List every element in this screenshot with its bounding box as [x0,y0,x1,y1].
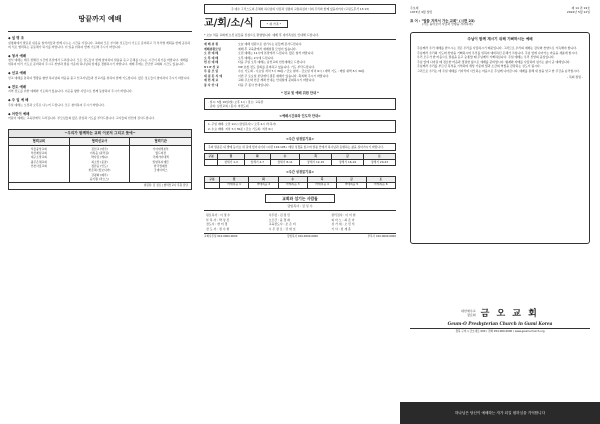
board-col-c [130,146,191,183]
schedule-box [204,120,396,132]
news-key: V I P 선 교 [204,64,220,69]
column-paragraph: 주님께서 우리 예배를 받으시는 것은 우리를 사랑하시기 때문입니다. 그러므로 우리의 예배는 감사와 찬양으로 가득해야 합니다. [417,46,577,51]
section-text: 설명회에서 발표된 내용을 참석자들과 함께 나누는 시간을 가집니다. 교회의 모든 부서와 성도들이 기도로 준비하고 각 부서별 계획을 함께 공유하며 서로 협력하는 공동체가 되기를 바랍니다. 이 일을 위하여 함께 기도해 주시기 바랍니다. [8,41,191,49]
board-entry: 광주은혜교회 [30,159,47,164]
column-paragraph: 그러므로 우리는 매 주일 예배를 기다리며 사모하는 마음으로 주님께 나아갑시다. 예배를 통해 새 힘을 얻고 한 주간을 승리합시다. [417,68,580,73]
motto-sub: (서로 돌아보아 사랑과 선행을 격려하며) [422,22,473,27]
staff-member: 부 목 사 : 박 성 진 [206,217,230,222]
staff-member: 전 도 사 : 정 수 현 [206,226,230,231]
column-paragraph: 주님께서 우리를 부르신 목적을 기억하며 세상 가운데 빛과 소금의 역할을 감당하는 성도가 됩시다. [417,64,541,69]
phone-number: 교회사무실 010-0000-0000 [204,235,238,239]
board-entry: 박사랑 (케냐) [91,155,108,160]
table-header: 목 [307,177,336,183]
staff-member: 기 사 : 임 재 훈 [331,226,351,231]
board-header-c: 협력기관 [130,138,191,145]
denomination-line: 대한예수교 [461,309,476,314]
column-box [410,32,590,244]
staff-member: 오르간 : 윤 경 희 [268,217,291,222]
news-key: 예배위원모임 [204,46,221,51]
founded-label: 1973년 4월 창립 [410,10,433,15]
table-cell: 마태복음 2 [249,182,278,188]
table-cell: 창세기 16-19 [332,160,364,166]
verse-heading: <주간 성경읽기표> [285,136,314,141]
phone-number: 부목사 010-0000-0000 [367,235,396,239]
column-paragraph: 주님 앞에 나아갈 때 겸손한 마음과 정결한 삶으로 예배를 준비합시다. 형제와 자매를 사랑하며 섬기는 삶이 곧 예배입니다. [417,59,571,64]
schedule-line: 2. 수요 예배: 저녁 7시 30분 / 금요 기도회: 저녁 9시 [208,126,273,131]
staff-member: 전도사 : 한 미 경 [206,222,228,227]
issue-number: 제 14 권 19호 [571,6,590,10]
board-col-a [9,146,70,183]
notice-heading: * 친교 및 예배 위원 안내 * [281,91,319,96]
board-entry: 한은혜 (캄보디아) [88,168,111,173]
table-cell: 마태복음 4 [307,182,336,188]
table-header: 화 [249,177,278,183]
schedule-line: 1. 주일 예배: 오전 11시 (담임목사) / 오후 2시 (부목사) [208,122,277,127]
news-value: VIP 초청 전도 집회를 준비하고 있습니다. 기도 부탁드립니다. [238,64,316,69]
right-panel [400,0,600,424]
board-header-b: 협력선교사 [70,138,131,145]
staff-member: 성 가 대 : 오 민 석 [331,222,355,227]
motto-title: 표 어 : "말씀 지켜서 가는 교회" (시편 23) [410,18,475,23]
news-value: 오전 예배는 11시에 본당에서 드립니다. 많은 참석 바랍니다. [238,51,315,56]
news-key: 헌 신 예 배 [204,60,219,65]
table-header: 수 [270,154,299,160]
section-heading: ◆ 청서 예배 [8,53,27,58]
board-entry: 이복음 (필리핀) [89,150,110,155]
section-text: 지역 전도를 위한 예배와 기도회가 있습니다. 이웃을 향한 사랑으로 함께 동참하여 주시기 바랍니다. [8,89,133,94]
board-col-b [70,146,131,183]
column-paragraph: 주님께서 우리의 기도와 찬양을 기뻐하시며 우리를 위하여 예비하신 은혜가 크십니다. 주님 앞에 나아가는 마음을 새롭게 합시다. [417,50,578,55]
section-heading: ◆ 주 일 예 배 [8,98,29,103]
board-entry: 김선교 (태국) [91,146,108,151]
board-entry: 대구소망교회 [30,155,47,160]
table-header: 월 [219,177,248,183]
section-heading: ◆ 설 명 조 [8,36,24,41]
info-section [8,98,192,108]
news-item [204,83,396,88]
board-entry: 기아대책본부 [152,146,169,151]
news-key: 예 배 위 원 [204,42,219,47]
news-key: 주 중 모 임 [204,69,219,74]
board-entry: 국제기아대책 [152,155,169,160]
partner-board [8,129,192,189]
news-value: 교회 주소와 헌금 계좌 안내는 안내실에 문의하시기 바랍니다. [238,78,316,83]
divider [8,31,192,32]
section-text: 어린이 예배는 교육관에서 드려집니다. 부모님들의 많은 관심과 기도를 부탁드립니다. 교사들의 헌신에 감사드립니다. [8,116,155,121]
news-title: 교/회/소/식 [204,18,254,30]
news-value: 이번 주 토요일 본당에서 결혼 예배가 있습니다. 축복해 주시기 바랍니다. [238,73,330,78]
table-cell: 마태복음 3 [278,182,307,188]
table-cell: 마태복음 5 [337,182,366,188]
news-value: 다음 주일 오후 예배는 남선교회 헌신예배로 드립니다. [238,60,306,65]
board-entry: 월드비전 [155,150,167,155]
phone-number: 담임목사 010-0000-0000 [287,235,318,239]
table-cell: 창세기 12-15 [300,160,332,166]
table-cell [205,182,220,188]
news-key: 오 전 예 배 [204,51,219,56]
section-heading: ◆ 어린이 예배 [8,111,30,116]
section-heading: ◆ 전도 예배 [8,84,27,89]
table-header: 토 [364,154,396,160]
verse-box: 주의 말씀은 내 발에 등이요 내 길에 빛이니이다 (시편 119:105). 매일 성경을 읽으며 말씀 안에서 하나님과 동행하는 삶을 살아가시기 바랍니다. [204,143,396,151]
staff-heading: 교회와 섬기는 사람들 [265,194,335,203]
reading-table-2 [204,176,396,189]
board-entry: 밀알복지재단 [152,159,169,164]
section-text: 주일 예배는 오전과 오후로 나누어 드립니다. 모두 참석하여 주시기 바랍니다. [8,102,105,107]
staff-member: 교육전도사 : 조 은 비 [268,222,296,227]
phone-list [204,234,396,239]
church-name-english: Geum-O Presbyterian Church in Gumi Korea [447,321,553,327]
benediction-banner: 주 예수 그리스도의 은혜와 하나님의 사랑과 성령의 교통하심이 너희 무리와 함께 있을지어다 (고린도후서 13:13) [204,4,396,14]
issue-date: 2024년 5월 12일 [566,10,590,15]
info-section [8,54,192,67]
board-header-a: 협력교회 [9,138,70,145]
board-entry: 강평화 (페루) [91,172,108,177]
column-title: 주님이 함께 계시기 위해 기뻐하시는 예배 [467,37,533,42]
news-key: 봉 사 안 내 [204,82,219,87]
church-name: 금 오 교 회 [480,309,539,320]
news-key: 예 헌 세 교 [204,78,219,83]
left-panel [0,0,200,424]
board-entry: 서울중앙교회 [30,146,47,151]
table-header: 목 [300,154,332,160]
board-entry: 최소망 (몽골) [91,159,108,164]
newcomer-label: * 새 가족 * [260,20,289,28]
table-cell: 마태복음 1 [219,182,248,188]
notice-box [204,98,396,110]
section-text: 청서 예배는 매주 정해진 시간에 본당에서 드려집니다. 모든 성도들이 함께 참여하여 말씀을 듣고 은혜를 나누는 시간이 되기를 바랍니다. 예배를 위하여 미리 기도로 준비하여 주시고 찬양과 말씀 가운데 하나님의 임재를 경험하시기 바랍니다. 예배 후에는 간단한 교제의 시간도 있습니다. [8,58,189,67]
news-value: 수요 기도회 - 수요일 저녁 7시 30분 / 금요 철야 - 금요일 저녁 9시 / 새벽 기도 - 매일 새벽 5시 30분 [238,69,365,74]
reading-heading: <주간 성경읽기표> [285,169,314,174]
staff-member: 사무장 : 김 정 민 [268,212,291,217]
divider [204,39,396,40]
table-header: 수 [278,177,307,183]
news-key: 오 후 예 배 [204,55,219,60]
table-cell: 창세기 4-7 [244,160,270,166]
schedule-heading: <예배시간표와 인도자 안내> [279,114,321,119]
table-cell [205,160,218,166]
news-value: 오늘 예배 위원으로 섬기시는 분들께 감사드립니다. [238,42,303,47]
partner-board-title: ~우리가 함께하는 교회 이곳저 그리고 뜻에~ [9,130,191,138]
bulletin-label: 주보제 [410,6,419,10]
board-entry: 인천사랑교회 [30,163,47,168]
column-signoff: - 목회 칼럼 - [566,75,583,80]
table-header: 구분 [205,154,218,160]
info-section [8,36,192,49]
news-value: 예배 후 교육관에서 예배위원 모임이 있습니다. [238,46,297,51]
table-header: 구분 [205,177,220,183]
reading-table-1 [204,153,396,166]
left-title: 땅끝까지 예배 [78,14,122,23]
board-entry: 정믿음 (인도) [91,163,108,168]
board-entry: 부산제일교회 [30,150,47,155]
staff-member: 원로목사 : 이 정 수 [206,212,231,217]
section-text: 선교 예배를 통하여 열방을 향한 하나님의 마음을 품고 선교사님들과 선교지를 위하여 함께 기도합니다. 많은 성도들이 참여하여 주시기 바랍니다. [8,75,191,80]
board-entry: 굿네이버스 [153,168,168,173]
staff-member: 피 아 노 : 최 은 아 [331,217,355,222]
notice-line: · 준비: 남선교회 / 봉사: 여전도회 [208,103,249,108]
church-identity [410,308,590,333]
column-paragraph: 우리 모두가 한 마음으로 말씀을 듣고 순종할 때 주님께서 기뻐하십니다. 주일 예배는 우리 신앙의 중심입니다. [417,55,555,60]
news-value: 다음 주 봉사 안내입니다. [238,82,270,87]
board-entry: 윤기쁨 (라오스) [89,176,110,181]
table-cell: 마태복음 6 [366,182,395,188]
info-sections [8,36,192,121]
newcomer-intro: * 오늘 처음 교회에 오신 분들을 진심으로 환영합니다. 예배 후 새가족실로 안내해 드립니다. [204,32,319,37]
news-key: 대 결 혼 식 예 [204,73,222,78]
staff-member: 관리집사 : 이 석 현 [331,212,356,217]
staff-member: 시 무 장 로 : 강 대 호 [268,226,296,231]
section-heading: ◆ 선교 예배 [8,71,27,76]
news-value: 오후 예배는 2시에 드립니다. [238,55,275,60]
table-header: 토 [366,177,395,183]
table-header: 월 [218,154,244,160]
denomination-line: 장로회 [466,313,476,318]
table-cell: 창세기 20-23 [364,160,396,166]
info-section [8,85,192,95]
footer-banner: 하나님은 당신이 예배하는 자가 되길 원하심을 기억합니다 [400,402,600,424]
board-footer: 위원장: 김 장로 | 협력선교사 후원 담당 [9,182,191,189]
notice-line: · 일시: 5월 19일(일) 오후 1시 / 장소: 교육관 [208,99,264,104]
table-header: 금 [332,154,364,160]
table-header: 금 [337,177,366,183]
news-list [204,42,396,87]
table-cell: 창세기 1-3 [218,160,244,166]
info-section [8,71,192,81]
church-address: 경북 구미시 금오대로 000 / 전화 054-000-0000 / www.geumochurch.org [410,328,590,334]
board-entry: 한국컴패션 [153,163,168,168]
middle-panel [200,0,400,424]
staff-grid [204,210,396,235]
table-header: 화 [244,154,270,160]
table-cell: 창세기 8-11 [270,160,299,166]
senior-pastor: 담임목사 : 김 성 수 [287,203,313,208]
info-section [8,112,192,122]
